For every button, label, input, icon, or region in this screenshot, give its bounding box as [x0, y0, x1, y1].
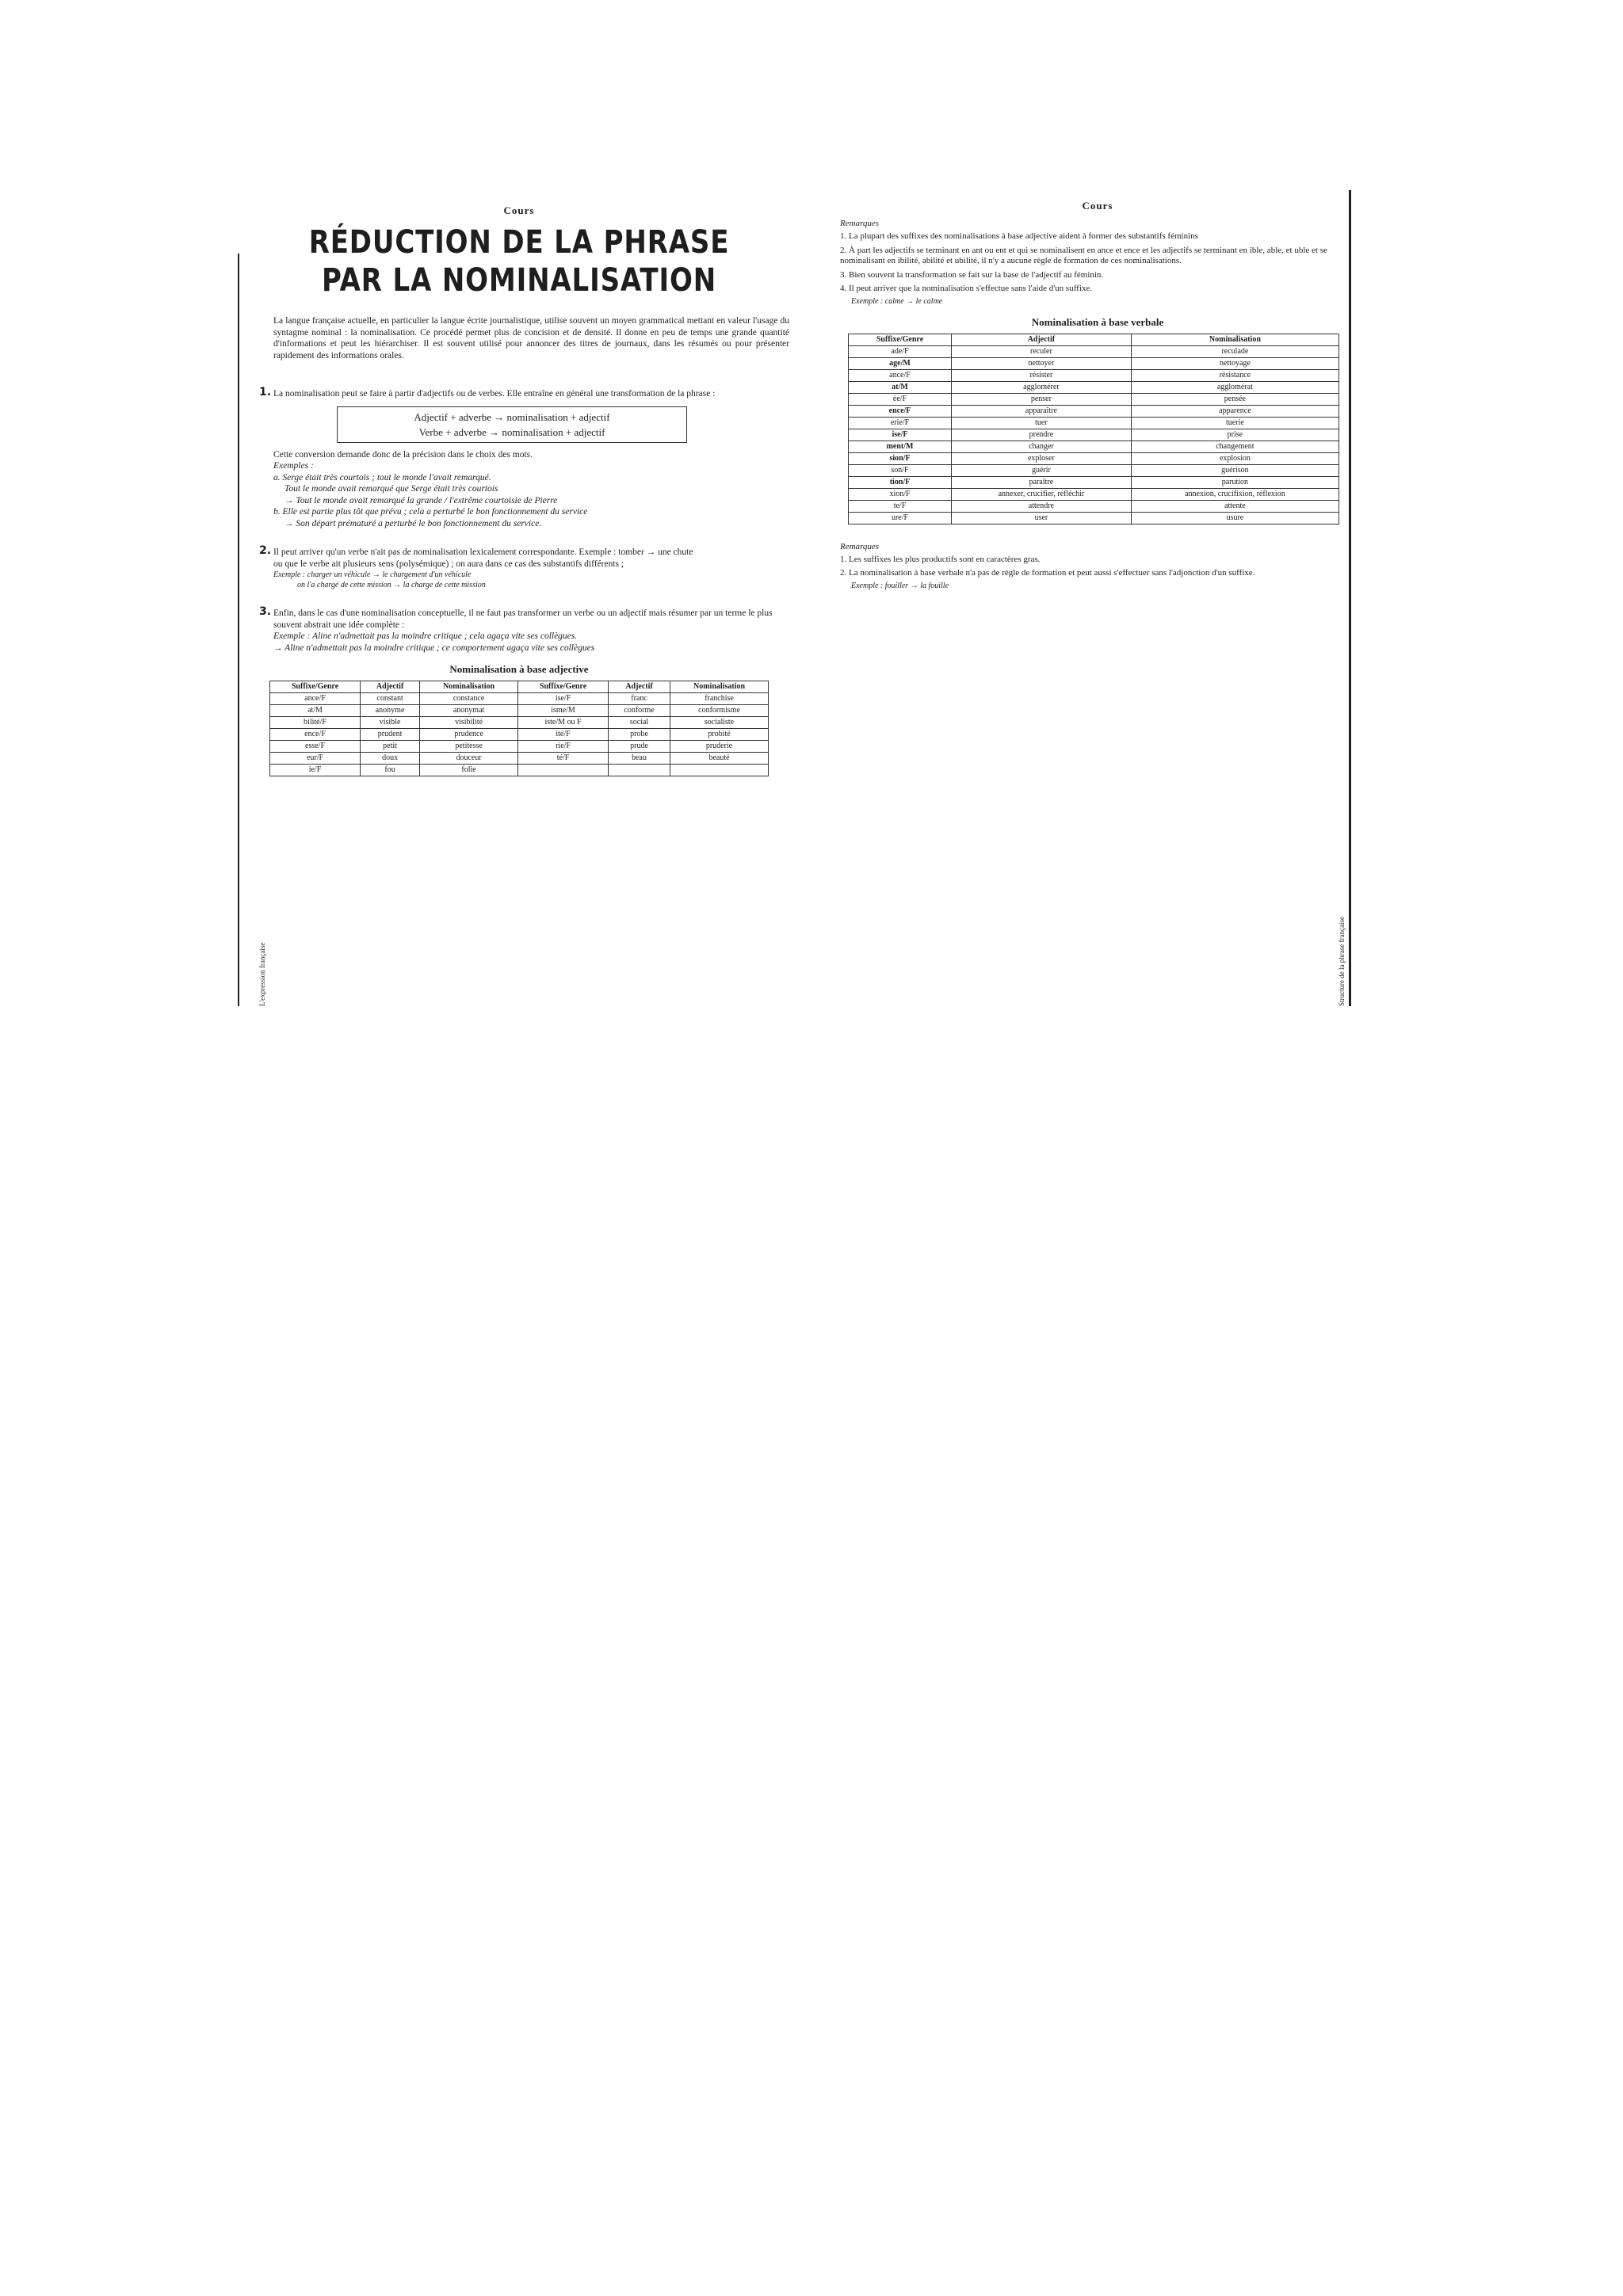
section-text: ou que le verbe ait plusieurs sens (polysémique) ; on aura dans ce cas des substantifs différents ;	[273, 559, 624, 569]
section-2	[259, 544, 792, 590]
table-cell: petitesse	[420, 741, 518, 753]
table-cell: user	[952, 512, 1132, 524]
title-line-2: PAR LA NOMINALISATION	[321, 262, 717, 299]
table-row	[849, 393, 1339, 405]
page-header: Cours	[503, 204, 535, 216]
table-header-cell: Adjectif	[609, 681, 670, 693]
table-cell: annexion, crucifixion, réflexion	[1131, 488, 1338, 500]
page-title	[273, 223, 766, 299]
table-cell: visibilité	[420, 717, 518, 729]
left-margin-line	[238, 254, 239, 1006]
remark-item: 2. La nominalisation à base verbale n'a pas de règle de formation et peut aussi s'effectuer sans l'adjonction d'un suffixe.	[840, 568, 1255, 578]
table-cell: apparence	[1131, 405, 1338, 417]
table-cell: erie/F	[849, 417, 952, 429]
table-cell	[518, 765, 609, 776]
table-row	[270, 705, 769, 717]
table-row	[849, 500, 1339, 512]
table-cell: at/M	[849, 381, 952, 393]
table-cell: constance	[420, 693, 518, 705]
table-cell: apparaître	[952, 405, 1132, 417]
table-cell	[609, 765, 670, 776]
table-cell: paraître	[952, 476, 1132, 488]
table-row	[849, 441, 1339, 452]
table-row	[270, 729, 769, 741]
table-cell: nettoyage	[1131, 357, 1338, 369]
table-cell: ment/M	[849, 441, 952, 452]
table-cell: pensée	[1131, 393, 1338, 405]
table-cell: iste/M ou F	[518, 717, 609, 729]
table-cell: beau	[609, 753, 670, 765]
table-cell: petit	[361, 741, 420, 753]
section-text: La nominalisation peut se faire à partir d'adjectifs ou de verbes. Elle entraîne en général une transformation de la phrase :	[273, 389, 716, 399]
example-line: Tout le monde avait remarqué que Serge était très courtois	[285, 484, 498, 494]
table-row	[849, 345, 1339, 357]
table-cell: sion/F	[849, 452, 952, 464]
table-row	[849, 512, 1339, 524]
table-cell: tion/F	[849, 476, 952, 488]
table-header-cell: Nominalisation	[420, 681, 518, 693]
right-margin-line	[1349, 190, 1351, 1006]
table-cell: nettoyer	[952, 357, 1132, 369]
section-text: Cette conversion demande donc de la précision dans le choix des mots.	[273, 449, 533, 460]
table-header-cell: Suffixe/Genre	[270, 681, 361, 693]
table-cell: attendre	[952, 500, 1132, 512]
table-cell: esse/F	[270, 741, 361, 753]
table-row	[849, 417, 1339, 429]
remarks-block-2	[840, 542, 1339, 591]
table-row	[270, 693, 769, 705]
table-row	[849, 381, 1339, 393]
table-cell: social	[609, 717, 670, 729]
table-cell: ence/F	[270, 729, 361, 741]
example-line: Exemple : charger un véhicule → le chargement d'un véhicule	[273, 570, 472, 579]
table-cell: pruderie	[670, 741, 769, 753]
table-cell: reculade	[1131, 345, 1338, 357]
table-cell: isme/M	[518, 705, 609, 717]
table-header-cell: Nominalisation	[670, 681, 769, 693]
section-3	[259, 605, 792, 654]
table-cell: annexer, crucifier, réfléchir	[952, 488, 1132, 500]
table-cell: fou	[361, 765, 420, 776]
example-line: → Aline n'admettait pas la moindre critique ; ce comportement agaça vite ses collègues	[273, 643, 595, 653]
table-row	[270, 717, 769, 729]
table-cell: eur/F	[270, 753, 361, 765]
table-body	[270, 693, 769, 776]
table-header-cell: Nominalisation	[1131, 334, 1338, 345]
remark-item: 3. Bien souvent la transformation se fait sur la base de l'adjectif au féminin.	[840, 269, 1104, 280]
table-cell: at/M	[270, 705, 361, 717]
left-spine-label: L'expression française	[258, 942, 266, 1006]
table-cell: tuer	[952, 417, 1132, 429]
table-cell: guérison	[1131, 464, 1338, 476]
table-row	[849, 429, 1339, 441]
table-row	[849, 476, 1339, 488]
table-cell: socialiste	[670, 717, 769, 729]
remarks-list	[840, 231, 1339, 295]
table-cell: résister	[952, 369, 1132, 381]
table-row	[849, 405, 1339, 417]
page-header: Cours	[1082, 200, 1113, 212]
table-cell: reculer	[952, 345, 1132, 357]
remarks-label: Remarques	[840, 541, 880, 551]
table-cell: prise	[1131, 429, 1338, 441]
table-cell: ité/F	[518, 729, 609, 741]
table-cell: ade/F	[849, 345, 952, 357]
table-cell: franc	[609, 693, 670, 705]
table-cell: ée/F	[849, 393, 952, 405]
table-cell: té/F	[518, 753, 609, 765]
intro-paragraph: La langue française actuelle, en particulier la langue écrite journalistique, utilise souvent un moyen grammatical mettant en valeur l'usage du syntagme nominal : la nominalisation. Ce procédé permet plus de concision et de densité. Il donne en peu de temps une grande quantité d'informations et peut les hiérarchiser. Il est souvent utilisé pour annoncer des titres de journaux, dans les résumés ou pour présenter rapidement des informations orales.	[273, 316, 789, 360]
example-line: Exemple : Aline n'admettait pas la moindre critique ; cela agaça vite ses collègues.	[273, 631, 578, 641]
table-header-cell: Adjectif	[952, 334, 1132, 345]
table-cell: folie	[420, 765, 518, 776]
example-line: b. Elle est partie plus tôt que prévu ; cela a perturbé le bon fonctionnement du service	[273, 507, 588, 517]
table-cell: ie/F	[270, 765, 361, 776]
section-number: 1.	[259, 386, 272, 399]
table-row	[849, 488, 1339, 500]
table-cell: doux	[361, 753, 420, 765]
section-text: Enfin, dans le cas d'une nominalisation conceptuelle, il ne faut pas transformer un verbe ou un adjectif mais résumer par un terme le plus souvent abstrait une idée complète :	[273, 608, 773, 630]
formula-box	[337, 406, 687, 443]
section-number: 2.	[259, 544, 272, 557]
table-cell: agglomérer	[952, 381, 1132, 393]
table-cell: prude	[609, 741, 670, 753]
formula-line: Verbe + adverbe → nominalisation + adjectif	[418, 425, 605, 438]
example-line: → Tout le monde avait remarqué la grande / l'extrême courtoisie de Pierre	[285, 495, 558, 505]
table-cell: tuerie	[1131, 417, 1338, 429]
table-cell: ise/F	[849, 429, 952, 441]
remarks-list	[840, 555, 1339, 579]
table-cell: prudence	[420, 729, 518, 741]
table-cell: anonymat	[420, 705, 518, 717]
table-cell: agglomérat	[1131, 381, 1338, 393]
table-cell: conforme	[609, 705, 670, 717]
table-cell: ure/F	[849, 512, 952, 524]
table-row	[849, 464, 1339, 476]
table-cell: changement	[1131, 441, 1338, 452]
example-line: Exemple : fouiller → la fouille	[851, 581, 949, 590]
table-cell: ence/F	[849, 405, 952, 417]
remark-item: 4. Il peut arriver que la nominalisation s'effectue sans l'aide d'un suffixe.	[840, 284, 1093, 293]
table-cell: ance/F	[849, 369, 952, 381]
right-page	[824, 190, 1371, 1006]
verbal-nominalisation-table	[848, 334, 1339, 524]
table-cell: douceur	[420, 753, 518, 765]
example-line: → Son départ prématuré a perturbé le bon fonctionnement du service.	[285, 518, 542, 528]
table-cell: visible	[361, 717, 420, 729]
table-caption: Nominalisation à base verbale	[1031, 315, 1164, 328]
table-header-row	[849, 334, 1339, 345]
adjective-nominalisation-table	[269, 681, 769, 776]
remark-item: 1. Les suffixes les plus productifs sont en caractères gras.	[840, 554, 1041, 564]
table-cell: franchise	[670, 693, 769, 705]
table-cell: rie/F	[518, 741, 609, 753]
right-spine-label: Structure de la phrase française	[1338, 917, 1346, 1006]
title-line-1: RÉDUCTION DE LA PHRASE	[308, 224, 730, 261]
table-cell	[670, 765, 769, 776]
table-caption: Nominalisation à base adjective	[449, 663, 589, 675]
table-cell: ise/F	[518, 693, 609, 705]
table-cell: explosion	[1131, 452, 1338, 464]
table-cell: guérir	[952, 464, 1132, 476]
table-row	[270, 741, 769, 753]
example-line: Exemple : calme → le calme	[851, 296, 943, 306]
table-cell: résistance	[1131, 369, 1338, 381]
table-cell: anonyme	[361, 705, 420, 717]
table-cell: ance/F	[270, 693, 361, 705]
table-cell: beauté	[670, 753, 769, 765]
table-cell: changer	[952, 441, 1132, 452]
table-cell: son/F	[849, 464, 952, 476]
table-header-row	[270, 681, 769, 693]
table-row	[270, 753, 769, 765]
table-cell: age/M	[849, 357, 952, 369]
table-cell: te/F	[849, 500, 952, 512]
table-cell: conformisme	[670, 705, 769, 717]
remarks-label: Remarques	[840, 219, 880, 228]
section-number: 3.	[259, 605, 272, 618]
table-cell: prudent	[361, 729, 420, 741]
remark-item: 2. À part les adjectifs se terminant en ant ou ent et qui se nominalisent en ance et ence et les adjectifs se terminant en ible, able, et uble et se nominalisant en ibilité, abilité et ubilité, il n'y a aucune règle de formation de ces nominalisations.	[840, 245, 1327, 265]
table-cell: attente	[1131, 500, 1338, 512]
examples-label: Exemples :	[273, 461, 314, 471]
table-row	[849, 357, 1339, 369]
table-cell: usure	[1131, 512, 1338, 524]
remark-item: 1. La plupart des suffixes des nominalisations à base adjective aident à former des substantifs féminins	[840, 231, 1198, 241]
table-cell: parution	[1131, 476, 1338, 488]
example-line: on l'a chargé de cette mission → la charge de cette mission	[297, 581, 486, 589]
table-header-cell: Suffixe/Genre	[518, 681, 609, 693]
remarks-block	[840, 219, 1339, 307]
table-row	[849, 452, 1339, 464]
table-header-cell: Suffixe/Genre	[849, 334, 952, 345]
table-cell: xion/F	[849, 488, 952, 500]
section-1	[259, 386, 792, 529]
table-cell: probité	[670, 729, 769, 741]
table-row	[849, 369, 1339, 381]
table-cell: probe	[609, 729, 670, 741]
table-header-cell: Adjectif	[361, 681, 420, 693]
section-text: Il peut arriver qu'un verbe n'ait pas de nominalisation lexicalement correspondante. Exemple : tomber → une chute	[273, 547, 693, 557]
formula-line: Adjectif + adverbe → nominalisation + adjectif	[414, 410, 610, 423]
example-line: a. Serge était très courtois ; tout le monde l'avait remarqué.	[273, 472, 491, 482]
table-row	[270, 765, 769, 776]
left-page	[230, 190, 808, 1006]
table-cell: penser	[952, 393, 1132, 405]
table-cell: constant	[361, 693, 420, 705]
table-cell: prendre	[952, 429, 1132, 441]
table-cell: bilité/F	[270, 717, 361, 729]
table-body	[849, 345, 1339, 524]
table-cell: exploser	[952, 452, 1132, 464]
